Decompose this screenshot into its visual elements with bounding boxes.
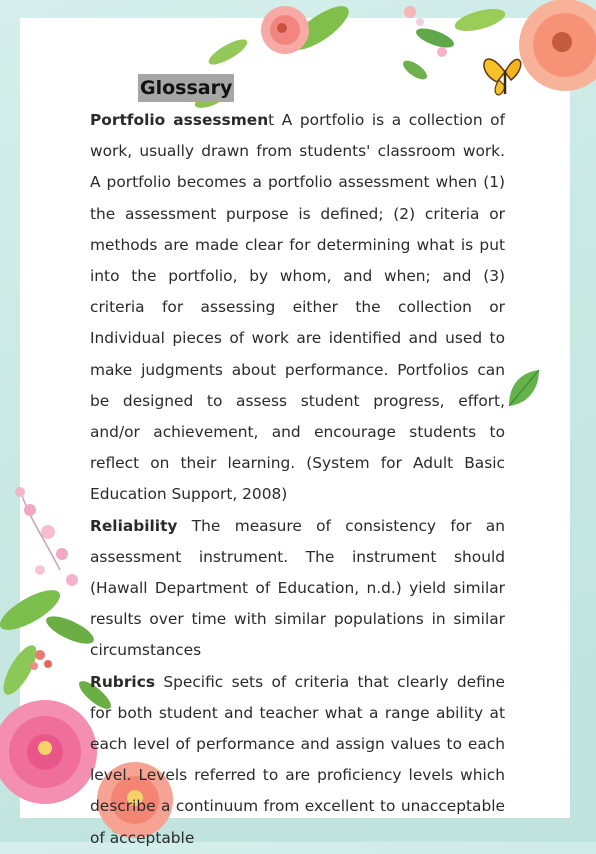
glossary-definition: The measure of consistency for an assessment instrument. The instrument should (Hawall Department of Education, n.d.) yield similar results over time with similar populations in similar circumstances: [90, 516, 505, 660]
glossary-definition: A portfolio is a collection of work, usually drawn from students' classroom work. A portfolio becomes a portfolio assessment when (1) the assessment purpose is defined; (2) criteria or methods are made clear for determining what is put into the portfolio, by whom, and when; and (3) criteria for assessing either the collection or Individual pieces of work are identified and used to make judgments about performance. Portfolios can be designed to assess student progress, effort, and/or achievement, and encourage students to reflect on their learning. (System for Adult Basic Education Support, 2008): [90, 111, 506, 504]
green-leaf-decoration: [505, 368, 545, 410]
glossary-entry-reliability: [90, 511, 505, 667]
glossary-term: Reliability: [90, 516, 178, 535]
page-title: Glossary: [138, 74, 234, 102]
glossary-definition: Specific sets of criteria that clearly define for both student and teacher what a range ability at each level of performance and assign values to each level. Levels referred to are proficiency levels which describe a continuum from excellent to unacceptable of acceptable: [90, 672, 505, 847]
glossary-entry-rubrics: [90, 667, 505, 854]
glossary-term: Portfolio assessmen: [90, 111, 269, 129]
glossary-term: Rubrics: [90, 672, 155, 691]
glossary-body: [90, 105, 505, 854]
glossary-entry-portfolio: [90, 105, 505, 511]
glossary-term-tail: t: [268, 111, 275, 129]
